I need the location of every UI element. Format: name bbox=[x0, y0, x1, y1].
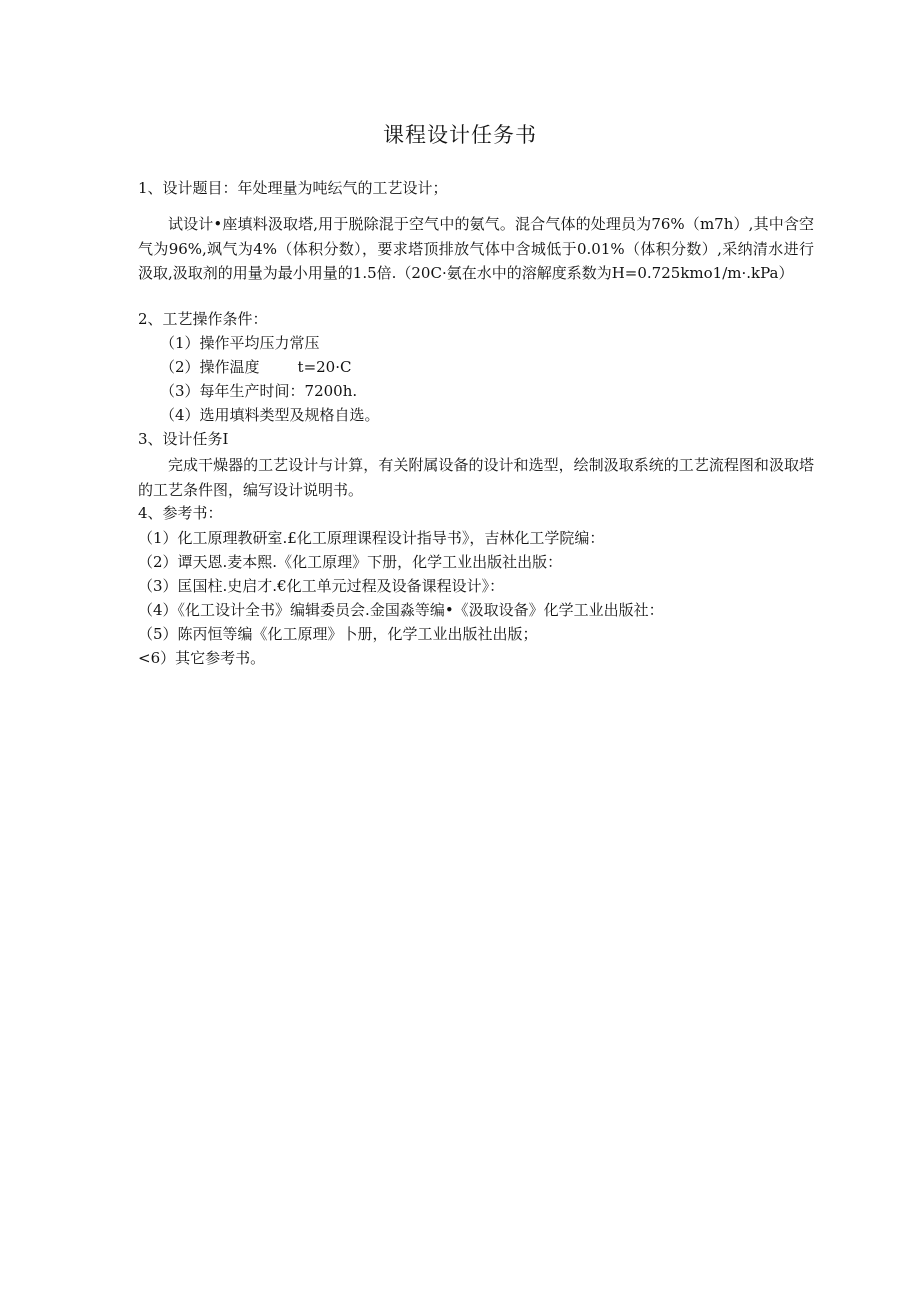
section-3-heading: 3、设计任务I bbox=[138, 430, 229, 448]
reference-item-5: （5）陈丙恒等编《化工原理》卜册，化学工业出版社出版； bbox=[138, 625, 538, 643]
page-title: 课程设计任务书 bbox=[383, 123, 537, 147]
condition-item-2-value: t=20·C bbox=[297, 358, 352, 376]
reference-item-4: （4）《化工设计全书》编辑委员会.金国淼等编•《汲取设备》化学工业出版社： bbox=[138, 601, 664, 619]
condition-item-3: （3）每年生产时间：7200h. bbox=[160, 382, 358, 400]
condition-item-2 bbox=[160, 355, 351, 379]
reference-item-6: <6）其它参考书。 bbox=[138, 649, 266, 667]
reference-item-1: （1）化工原理教研室.£化工原理课程设计指导书》，吉林化工学院编： bbox=[138, 529, 605, 547]
condition-item-1: （1）操作平均压力常压 bbox=[160, 334, 320, 352]
section-1-body: 试设计•座填料汲取塔,用于脱除混于空气中的氨气。混合气体的处理员为76%（m7h）,其中含空气为96%,飒气为4%（体积分数），要求塔顶排放气体中含城低于0.01%（体积分数）,采纳清水进行汲取,汲取剂的用量为最小用量的1.5倍.（20C·氨在水中的溶解度系数为H=0.725kmo1∕m·.kPa） bbox=[138, 215, 814, 282]
condition-item-4: （4）选用填料类型及规格自选。 bbox=[160, 406, 380, 424]
condition-item-2-label: （2）操作温度 bbox=[160, 358, 260, 376]
section-2-heading: 2、工艺操作条件： bbox=[138, 310, 268, 328]
section-3-body: 完成干燥器的工艺设计与计算，有关附属设备的设计和选型，绘制汲取系统的工艺流程图和汲取塔的工艺条件图，编写设计说明书。 bbox=[138, 456, 814, 499]
section-1-heading: 1、设计题目：年处理量为吨纭气的工艺设计； bbox=[138, 179, 448, 197]
reference-item-3: （3）匡国柱.史启才.€化工单元过程及设备课程设计》： bbox=[138, 577, 505, 595]
section-4-heading: 4、参考书： bbox=[138, 504, 223, 522]
reference-item-2: （2）谭天恩.麦本熙.《化工原理》下册，化学工业出版社出版： bbox=[138, 553, 563, 571]
